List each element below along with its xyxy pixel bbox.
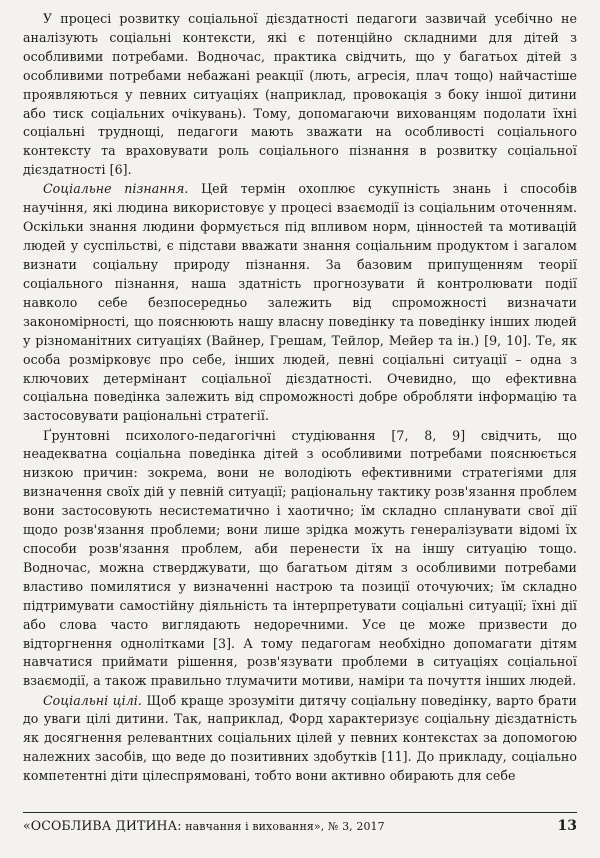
- paragraph-text: Щоб краще зрозуміти дитячу соціальну поведінку, варто брати до уваги цілі дитини. Так, наприклад, Форд характеризує соціальну дієздатність як досягнення релевантних соціальних цілей у певних контекстах за допомогою належних засобів, що веде до позитивних здобутків [11]. До прикладу, соціально компетентні діти цілеспрямовані, тобто вони активно обирають для себе: [23, 692, 577, 784]
- paragraph-research-findings: [23, 427, 577, 692]
- paragraph-social-cognition: [23, 180, 577, 426]
- page-number: 13: [557, 818, 577, 834]
- paragraph-lead-social-goals: Соціальні цілі.: [43, 692, 142, 708]
- article-body: [23, 10, 577, 786]
- journal-title: [23, 818, 385, 833]
- page-footer: [23, 812, 577, 834]
- paragraph-text: У процесі розвитку соціальної дієздатності педагоги зазвичай усебічно не аналізують соціальні контексти, які є потенційно складними для дітей з особливими потребами. Водночас, практика свідчить, що у багатьох дітей з особливими потребами небажані реакції (лють, агресія, плач тощо) найчастіше проявляються у певних ситуаціях (наприклад, провокація з боку іншої дитини або тиск соціальних очікувань). Тому, допомагаючи вихованцям подолати їхні соціальні труднощі, педагоги мають зважати на особливості соціального контексту та враховувати роль соціального пізнання в розвитку соціальної дієздатності [6].: [23, 11, 577, 178]
- paragraph-social-context: [23, 10, 577, 180]
- journal-subtitle: навчання і виховання», № 3, 2017: [181, 820, 385, 833]
- paragraph-social-goals: [23, 692, 577, 787]
- journal-name: «ОСОБЛИВА ДИТИНА:: [23, 818, 182, 833]
- paragraph-text: Ґрунтовні психолого-педагогічні студіювання [7, 8, 9] свідчить, що неадекватна соціальна поведінка дітей з особливими потребами пояснюється низкою причин: зокрема, вони не володіють ефективними стратегіями для визначення своїх дій у певній ситуації; раціональну тактику розв'язання проблем вони застосовують несистематично і хаотично; їм складно спланувати свої дії щодо розв'язання проблеми; вони лише зрідка можуть генералізувати відомі їх способи розв'язання проблем, аби перенести їх на іншу ситуацію тощо. Водночас, можна стверджувати, що багатьом дітям з особливими потребами властиво помилятися у визначенні настрою та позиції оточуючих; їм складно підтримувати самостійну діяльність та інтерпретувати соціальні ситуації; їхні дії або слова часто виглядають недоречними. Усе це може призвести до відторгнення однолітками [3]. А тому педагогам необхідно допомагати дітям навчатися приймати рішення, розв'язувати проблеми в ситуаціях соціальної взаємодії, а також правильно тлумачити мотиви, наміри та почуття інших людей.: [23, 427, 577, 689]
- paragraph-text: Цей термін охоплює сукупність знань і способів научіння, які людина використовує у процесі взаємодії із соціальним оточенням. Оскільки знання людини формується під впливом норм, цінностей та мотивацій людей у суспільстві, є підстави вважати знання соціальним продуктом і загалом визнати соціальну природу пізнання. За базовим припущенням теорії соціального пізнання, наша здатність прогнозувати й контролювати події навколо себе безпосередньо залежить від спроможності визначати закономірності, що пояснюють нашу власну поведінку та поведінку інших людей у різноманітних ситуаціях (Вайнер, Грешам, Тейлор, Мейер та ін.) [9, 10]. Те, як особа розмірковує про себе, інших людей, певні соціальні ситуації – одна з ключових детермінант соціальної дієздатності. Очевидно, що ефективна соціальна поведінка залежить від спроможності добре обробляти інформацію та застосовувати раціональні стратегії.: [23, 181, 577, 424]
- paragraph-lead-social-cognition: Соціальне пізнання.: [43, 181, 189, 197]
